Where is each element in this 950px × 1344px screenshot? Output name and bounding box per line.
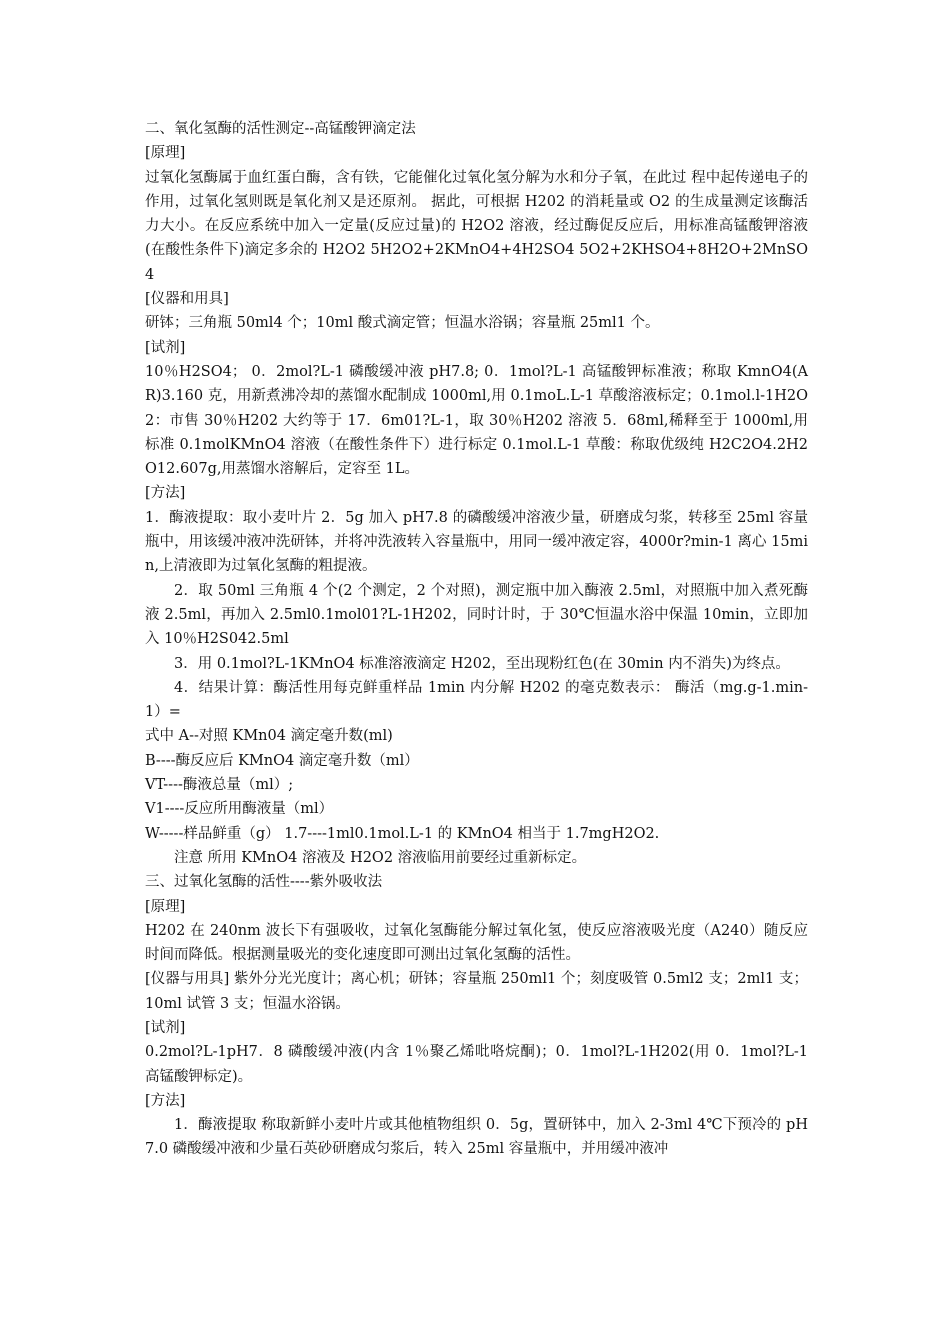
formula-legend-b: B----酶反应后 KMnO4 滴定毫升数（ml） <box>145 752 419 769</box>
label-principle-2: [原理] <box>145 898 186 915</box>
method-step-3: 3．用 0.1mol?L-1KMnO4 标准溶液滴定 H202，至出现粉红色(在 30min 内不消失)为终点。 <box>174 655 790 672</box>
section-heading-2: 二、氧化氢酶的活性测定--高锰酸钾滴定法 <box>145 121 416 137</box>
paragraph-instruments: 研钵；三角瓶 50ml4 个；10ml 酸式滴定管；恒温水浴锅；容量瓶 25ml1 个。 <box>145 315 660 332</box>
formula-legend-a: 式中 A--对照 KMn04 滴定毫升数(ml) <box>145 728 393 745</box>
document-body <box>145 117 808 1162</box>
paragraph-instruments-2: [仪器与用具] 紫外分光光度计；离心机；研钵；容量瓶 250ml1 个；刻度吸管 0.5ml2 支；2ml1 支；10ml 试管 3 支；恒温水浴锅。 <box>145 971 808 1012</box>
paragraph-principle: 过氧化氢酶属于血红蛋白酶，含有铁，它能催化过氧化氢分解为水和分子氧，在此过 程中起传递电子的作用，过氧化氢则既是氧化剂又是还原剂。 据此，可根据 H202 的消耗量或 O2 的生成量测定该酶活力大小。在反应系统中加入一定量(反应过量)的 H2O2 溶液，经过酶促反应后，用标准高锰酸钾溶液(在酸性条件下)滴定多余的 H2O2 5H2O2+2KMnO4+4H2SO4 5O2+2KHSO4+8H2O+2MnSO4 <box>145 169 808 283</box>
method-step-4: 4．结果计算：酶活性用每克鲜重样品 1min 内分解 H202 的毫克数表示： 酶活（mg.g-1.min-1）= <box>145 679 808 721</box>
label-method: [方法] <box>145 485 186 502</box>
paragraph-reagents-2: 0.2mol?L-1pH7．8 磷酸缓冲液(内含 1％聚乙烯吡咯烷酮)；0．1mol?L-1H202(用 0．1mol?L-1 高锰酸钾标定)。 <box>145 1044 808 1085</box>
label-reagents: [试剂] <box>145 339 186 356</box>
paragraph-principle-2: H202 在 240nm 波长下有强吸收，过氧化氢酶能分解过氧化氢，使反应溶液吸光度（A240）随反应时间而降低。根据测量吸光的变化速度即可测出过氧化氢酶的活性。 <box>145 922 808 964</box>
paragraph-reagents: 10％H2SO4； 0．2mol?L-1 磷酸缓冲液 pH7.8; 0．1mol?L-1 高锰酸钾标准液；称取 KmnO4(AR)3.160 克，用新煮沸冷却的蒸馏水配制成 1000ml,用 0.1moL.L-1 草酸溶液标定；0.1mol.l-1H2O2：市售 30％H202 大约等于 17．6m01?L-1，取 30％H202 溶液 5．68ml,稀释至于 1000ml,用标准 0.1molKMnO4 溶液（在酸性条件下）进行标定 0.1mol.L-1 草酸：称取优级纯 H2C2O4.2H2O12.607g,用蒸馏水溶解后，定容至 1L。 <box>145 363 808 478</box>
method-step-1: 1．酶液提取：取小麦叶片 2．5g 加入 pH7.8 的磷酸缓冲溶液少量，研磨成匀浆，转移至 25ml 容量瓶中，用该缓冲液冲洗研钵，并将冲洗液转入容量瓶中，用同一缓冲液定容，4000r?min-1 离心 15min,上清液即为过氧化氢酶的粗提液。 <box>145 509 808 575</box>
note-paragraph: 注意 所用 KMnO4 溶液及 H2O2 溶液临用前要经过重新标定。 <box>174 849 587 866</box>
formula-legend-w: W-----样品鲜重（g） 1.7----1ml0.1mol.L-1 的 KMnO4 相当于 1.7mgH2O2. <box>145 825 660 842</box>
label-reagents-2: [试剂] <box>145 1019 186 1036</box>
label-method-2: [方法] <box>145 1092 186 1109</box>
label-principle: [原理] <box>145 145 186 162</box>
label-instruments: [仪器和用具] <box>145 291 229 308</box>
formula-legend-vt: VT----酶液总量（ml）; <box>145 777 294 794</box>
formula-legend-v1: V1----反应所用酶液量（ml） <box>145 801 334 818</box>
section-heading-3: 三、过氧化氢酶的活性----紫外吸收法 <box>145 874 383 891</box>
method-2-step-1: 1．酶液提取 称取新鲜小麦叶片或其他植物组织 0．5g，置研钵中，加入 2-3ml 4℃下预冷的 pH7.0 磷酸缓冲液和少量石英砂研磨成匀浆后，转入 25ml 容量瓶中，并用缓冲液冲 <box>145 1117 808 1158</box>
method-step-2: 2．取 50ml 三角瓶 4 个(2 个测定，2 个对照)，测定瓶中加入酶液 2.5ml，对照瓶中加入煮死酶液 2.5ml，再加入 2.5ml0.1mol01?L-1H202，同时计时，于 30℃恒温水浴中保温 10min，立即加入 10％H2S042.5ml <box>145 582 808 648</box>
